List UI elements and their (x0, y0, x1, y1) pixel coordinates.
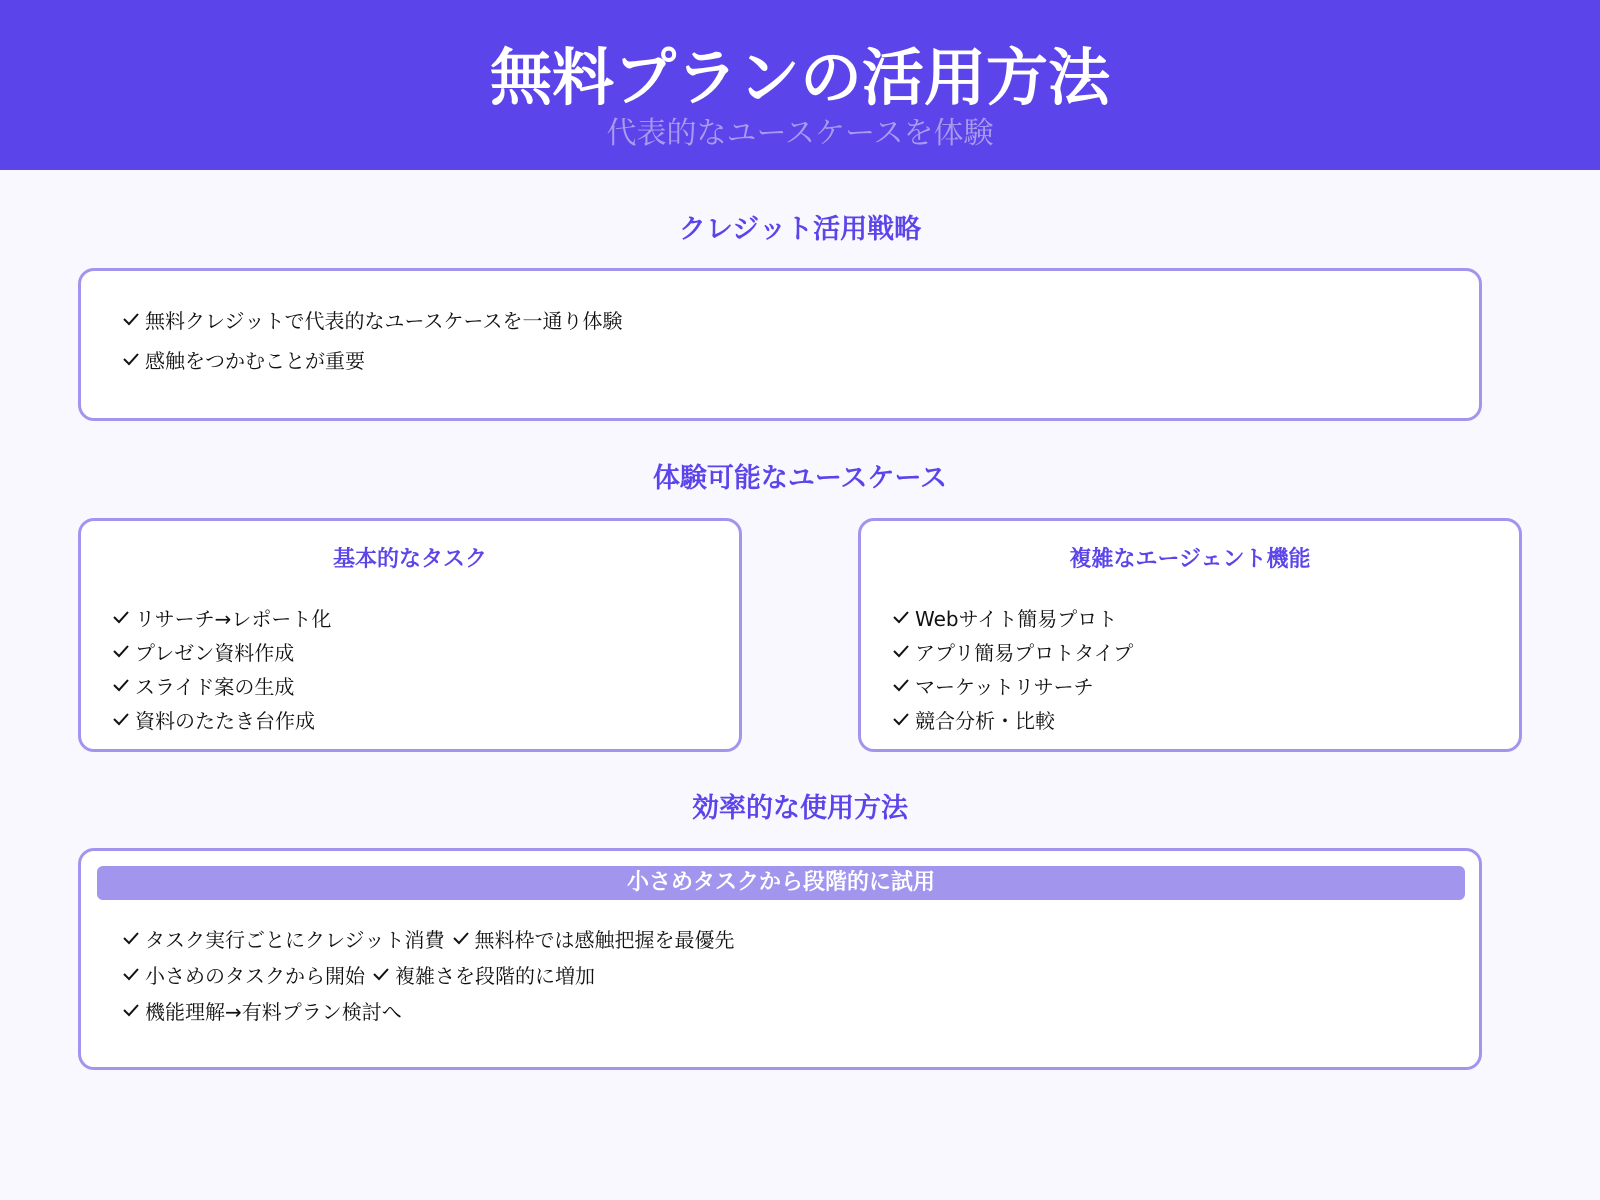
card-title-advanced-agent: 複雑なエージェント機能 (1069, 547, 1311, 572)
item-text: 小さめのタスクから開始 (145, 963, 365, 988)
credit-strategy-card (78, 268, 1482, 421)
check-icon (891, 675, 915, 695)
check-icon (111, 641, 135, 661)
check-icon (111, 607, 135, 627)
section-title-use-cases: 体験可能なユースケース (652, 463, 948, 494)
list-item (891, 668, 1133, 702)
list-item (891, 702, 1133, 736)
item-text: マーケットリサーチ (915, 674, 1094, 699)
item-text: Webサイト簡易プロト (915, 606, 1118, 631)
check-icon (891, 709, 915, 729)
item-text: タスク実行ごとにクレジット消費 (145, 927, 445, 952)
check-icon (451, 928, 475, 948)
check-icon (121, 1000, 145, 1020)
check-icon (891, 641, 915, 661)
item-text: スライド案の生成 (135, 674, 295, 699)
list-item (121, 956, 735, 992)
card-title-basic-tasks: 基本的なタスク (332, 547, 487, 572)
check-icon (121, 964, 145, 984)
list-item (111, 634, 331, 668)
tip-banner: 小さめタスクから段階的に試用 (97, 866, 1465, 900)
list-item (111, 600, 331, 634)
item-text: 複雑さを段階的に増加 (395, 963, 595, 988)
list-item (891, 600, 1133, 634)
list-item (891, 634, 1133, 668)
list-item (111, 702, 331, 736)
check-icon (111, 709, 135, 729)
section-title-credit-strategy: クレジット活用戦略 (678, 214, 922, 245)
list-item (121, 339, 623, 379)
page-title: 無料プランの活用方法 (489, 41, 1110, 114)
check-icon (121, 309, 145, 329)
check-icon (891, 607, 915, 627)
list-item (121, 920, 735, 956)
item-text: 感触をつかむことが重要 (145, 348, 365, 373)
item-text: 無料枠では感触把握を最優先 (474, 927, 735, 952)
basic-tasks-card (78, 518, 742, 752)
efficient-usage-card (78, 848, 1482, 1070)
page-subtitle: 代表的なユースケースを体験 (606, 116, 994, 151)
item-text: アプリ簡易プロトタイプ (915, 640, 1134, 665)
header-banner (0, 0, 1600, 170)
item-text: 資料のたたき台作成 (135, 708, 315, 733)
item-text: 競合分析・比較 (915, 708, 1055, 733)
list-item (121, 992, 735, 1028)
advanced-agent-card (858, 518, 1522, 752)
item-text: リサーチ→レポート化 (135, 606, 332, 631)
check-icon (111, 675, 135, 695)
list-item (111, 668, 331, 702)
list-item (121, 299, 623, 339)
item-text: プレゼン資料作成 (135, 640, 295, 665)
check-icon (371, 964, 395, 984)
check-icon (121, 349, 145, 369)
section-title-efficient-usage: 効率的な使用方法 (692, 793, 908, 824)
item-text: 機能理解→有料プラン検討へ (145, 999, 402, 1024)
item-text: 無料クレジットで代表的なユースケースを一通り体験 (145, 308, 623, 333)
check-icon (121, 928, 145, 948)
